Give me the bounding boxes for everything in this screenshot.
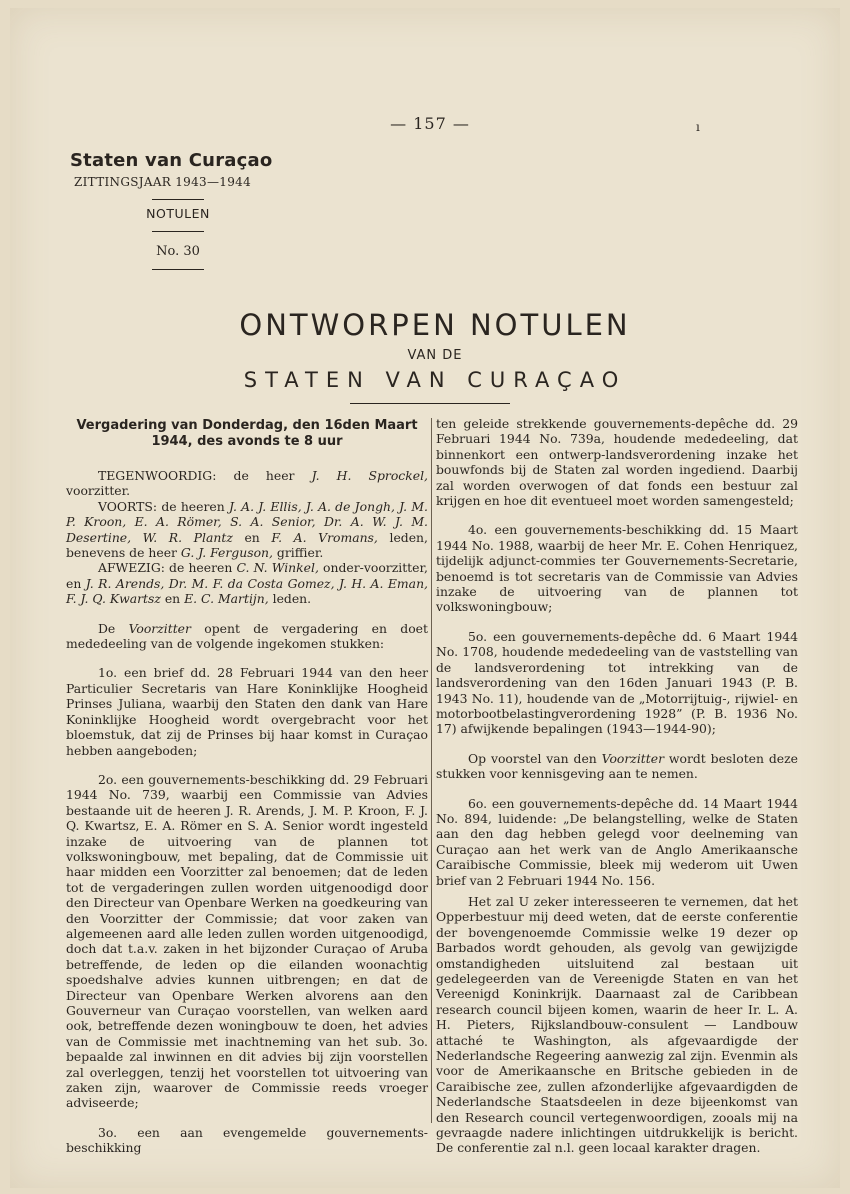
item-6-paragraph-2: Het zal U zeker interesseeren te vernemen, dat het Opperbestuur mij deed weten, dat de eerste conferentie der bovengenoemde Commissie welke 19 dezer op Barbados wordt gehouden, als gevolg van gewijzigde omstandigheden uitsluitend zal bestaan uit gedelegeerden van de Vereenigde Staten en van het Vereenigd Koninkrijk. Daarnaast zal de Caribbean research council bijeen komen, waarin de heer Ir. L. A. H. Pieters, Rijkslandbouw-consulent — Landbouw attaché te Washington, als afgevaardigde der Nederlandsche Regeering aanwezig zal zijn. Evenmin als voor de Amerikaansche en Britsche gebieden in de Caraibische zee, zullen afzonderlijke afgevaardigden de Nederlandsche Staatsdeelen in deze bijeenkomst van den Research council vertegenwoordigen, zooals mij na gevraagde nadere inlichtingen uitdrukkelijk is bericht. De conferentie zal n.l. geen locaal karakter dragen. (436, 893, 798, 1156)
proposal-paragraph: Op voorstel van den Voorzitter wordt besloten deze stukken voor kennisgeving aan te nemen. (436, 750, 798, 782)
right-column (436, 416, 798, 1156)
subtitle-van-de: VAN DE (407, 348, 463, 363)
item-3-start: 3o. een aan evengemelde gouvernements-beschikking (66, 1124, 428, 1156)
header-divider (152, 199, 204, 200)
attendance-also: VOORTS: de heeren J. A. J. Ellis, J. A. de Jongh, J. M. P. Kroon, E. A. Römer, S. A. Senior, Dr. A. W. J. M. Desertine, W. R. Plantz en F. A. Vromans, leden, benevens de heer G. J. Ferguson, griffier. (66, 498, 428, 561)
opening-paragraph: De Voorzitter opent de vergadering en doet mededeeling van de volgende ingekomen stukken: (66, 620, 428, 652)
header-number: No. 30 (156, 244, 200, 259)
attendance-absent: AFWEZIG: de heeren C. N. Winkel, onder-voorzitter, en J. R. Arends, Dr. M. F. da Costa Gomez, J. H. A. Eman, F. J. Q. Kwartsz en E. C. Martijn, leden. (66, 560, 428, 607)
column-divider (431, 418, 432, 1123)
item-3-continued: ten geleide strekkende gouvernements-depêche dd. 29 Februari 1944 No. 739a, houdende mededeeling, dat binnenkort een ontwerp-landsverordening inzake het bouwfonds bij de Staten zal worden ingediend. Daarbij zal worden overwogen of dat fonds een bestuur zal krijgen en hoe dit eventueel moet worden samengesteld; (436, 416, 798, 509)
attendance-present: TEGENWOORDIG: de heer J. H. Sprockel, voorzitter. (66, 468, 428, 499)
title-underline (350, 403, 510, 404)
header-block (70, 150, 286, 270)
meeting-heading: Vergadering van Donderdag, den 16den Maart 1944, des avonds te 8 uur (76, 418, 418, 449)
corner-mark: ı (696, 120, 700, 134)
header-session: ZITTINGSJAAR 1943—1944 (74, 175, 252, 189)
item-6: 6o. een gouvernements-depêche dd. 14 Maart 1944 No. 894, luidende: „De belangstelling, welke de Staten aan den dag hebben gelegd voor deelneming van Curaçao aan het werk van de Anglo Amerikaansche Caraibische Commissie, bleek mij wederom uit Uwen brief van 2 Februari 1944 No. 156. (436, 795, 798, 888)
item-1: 1o. een brief dd. 28 Februari 1944 van den heer Particulier Secretaris van Hare Koninklijke Hoogheid Prinses Juliana, waarbij den Staten den dank van Hare Koninklijke Hoogheid wordt overgebracht voor het bloemstuk, dat zij de Prinses bij haar komst in Curaçao hebben aangeboden; (66, 665, 428, 758)
item-4: 4o. een gouvernements-beschikking dd. 15 Maart 1944 No. 1988, waarbij de heer Mr. E. Cohen Henriquez, tijdelijk adjunct-commies ter Gouvernements-Secretarie, benoemd is tot secretaris van de Commissie van Advies inzake de uitvoering van de plannen tot volkswoningbouw; (436, 522, 798, 615)
document-page (10, 8, 840, 1188)
item-5: 5o. een gouvernements-depêche dd. 6 Maart 1944 No. 1708, houdende mededeeling van de vaststelling van de landsverordening tot intrekking van de landsverordening van den 16den Januari 1943 (P. B. 1943 No. 11), houdende van de „Motorrijtuig-, rijwiel- en motorbootbelastingverordening 1928” (P. B. 1936 No. 17) afwijkende bepalingen (1943—1944-90); (436, 628, 798, 737)
page-number: — 157 — (390, 114, 470, 133)
main-title: ONTWORPEN NOTULEN (239, 308, 631, 342)
header-notulen: NOTULEN (146, 206, 210, 221)
left-column (66, 418, 428, 1156)
item-2: 2o. een gouvernements-beschikking dd. 29 Februari 1944 No. 739, waarbij een Commissie van Advies bestaande uit de heeren J. R. Arends, J. M. P. Kroon, F. J. Q. Kwartsz, E. A. Römer en S. A. Senior wordt ingesteld inzake de uitvoering van de plannen tot volkswoningbouw, met bepaling, dat de Commissie uit haar midden een Voorzitter zal benoemen; dat de leden tot de vergaderingen zullen worden uitgenoodigd door den Directeur van Openbare Werken na goedkeuring van den Voorzitter der Commissie; dat voor zaken van algemeenen aard alle leden zullen worden uitgenoodigd, doch dat t.a.v. zaken in het bijzonder Curaçao of Aruba betreffende, de leden op die eilanden woonachtig spoedshalve advies kunnen uitbrengen; en dat de Directeur van Openbare Werken alvorens aan den Gouverneur van Curaçao voorstellen, van welken aard ook, betreffende dezen woningbouw te doen, het advies van de Commissie met inachtneming van het sub. 3o. bepaalde zal inwinnen en dit advies bij zijn voorstellen zal overleggen, tenzij het voorstellen tot uitvoering van zaken zijn, waarover de Commissie reeds vroeger adviseerde; (66, 771, 428, 1111)
staten-title: STATEN VAN CURAÇAO (243, 368, 627, 392)
header-divider (152, 231, 204, 232)
header-divider (152, 269, 204, 270)
header-title: Staten van Curaçao (70, 150, 273, 171)
